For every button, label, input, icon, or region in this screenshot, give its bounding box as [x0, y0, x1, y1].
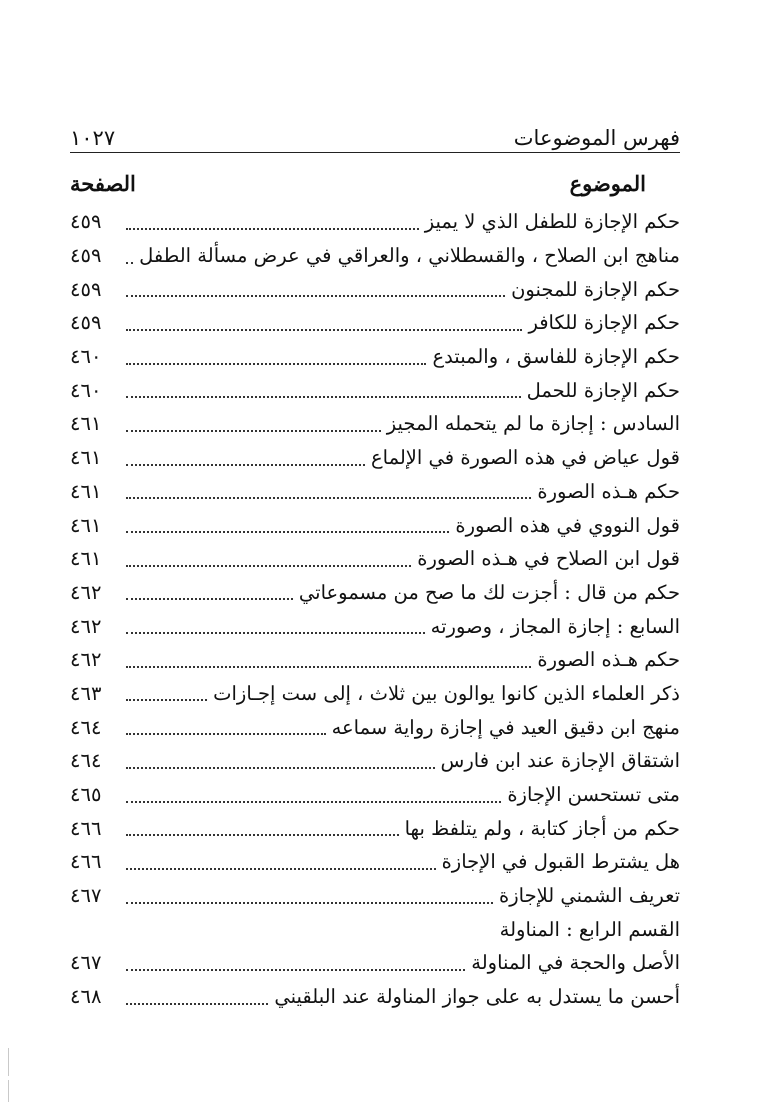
index-entry: [70, 677, 680, 711]
dot-leader: [126, 598, 293, 600]
index-entry: [70, 272, 680, 306]
entry-page-number: ٤٥٩: [70, 277, 102, 301]
entry-page-number: ٤٥٩: [70, 244, 102, 268]
index-entry: [70, 778, 680, 812]
entry-title: أحسن ما يستدل به على جواز المناولة عند البلقيني: [274, 985, 680, 1009]
entry-page-number: ٤٦١: [70, 547, 102, 571]
index-entry: [70, 576, 680, 610]
entry-page-number: ٤٦٣: [70, 681, 102, 705]
entry-title: القسم الرابع : المناولة: [499, 917, 680, 941]
entry-title: متى تستحسن الإجازة: [507, 783, 680, 807]
column-headers: [70, 166, 680, 200]
dot-leader: [126, 902, 493, 904]
index-entry: [70, 475, 680, 509]
entry-page-number: ٤٦١: [70, 412, 102, 436]
index-entry: [70, 980, 680, 1014]
entry-page-number: ٤٦٧: [70, 951, 102, 975]
entry-page-number: ٤٦٦: [70, 816, 102, 840]
dot-leader: [126, 632, 425, 634]
dot-leader: [126, 834, 399, 836]
entry-title: حكم هـذه الصورة: [537, 479, 680, 503]
dot-leader: [126, 464, 365, 466]
entry-title: حكم من قال : أجزت لك ما صح من مسموعاتي: [298, 580, 680, 604]
running-header: [70, 116, 680, 150]
index-entry: [70, 407, 680, 441]
entry-title: حكم الإجازة للطفل الذي لا يميز: [424, 210, 680, 234]
index-entry: [70, 542, 680, 576]
dot-leader: [126, 868, 436, 870]
entry-title: حكم الإجازة للمجنون: [511, 277, 680, 301]
entry-page-number: ٤٦٠: [70, 345, 102, 369]
dot-leader: [126, 666, 531, 668]
header-rule: [70, 152, 680, 153]
index-entry: [70, 205, 680, 239]
index-entry: [70, 239, 680, 273]
entry-page-number: ٤٦٨: [70, 985, 102, 1009]
entry-title: حكم هـذه الصورة: [537, 648, 680, 672]
index-entry: [70, 340, 680, 374]
entry-page-number: ٤٦٠: [70, 378, 102, 402]
index-entry: [70, 508, 680, 542]
entry-page-number: ٤٦١: [70, 479, 102, 503]
entry-title: تعريف الشمني للإجازة: [499, 884, 680, 908]
dot-leader: [126, 801, 501, 803]
entry-title: حكم الإجازة للفاسق ، والمبتدع: [432, 345, 680, 369]
entry-title: قول عياض في هذه الصورة في الإلماع: [371, 446, 680, 470]
entry-title: قول النووي في هذه الصورة: [455, 513, 680, 537]
index-entry: [70, 710, 680, 744]
page-title: فهرس الموضوعات: [513, 126, 680, 150]
entry-page-number: ٤٥٩: [70, 210, 102, 234]
entry-page-number: ٤٦٦: [70, 850, 102, 874]
index-entry: [70, 643, 680, 677]
dot-leader: [126, 329, 522, 331]
entry-page-number: ٤٦١: [70, 513, 102, 537]
entry-title: حكم الإجازة للكافر: [528, 311, 680, 335]
dot-leader: [126, 767, 435, 769]
entry-page-number: ٤٦٤: [70, 749, 102, 773]
subject-column-header: الموضوع: [569, 170, 646, 196]
entry-title: الأصل والحجة في المناولة: [471, 951, 680, 975]
entry-title: حكم من أجاز كتابة ، ولم يتلفظ بها: [404, 816, 680, 840]
dot-leader: [126, 262, 133, 264]
dot-leader: [126, 733, 326, 735]
index-entry: [70, 441, 680, 475]
dot-leader: [126, 699, 207, 701]
index-page: [70, 108, 680, 1008]
entry-page-number: ٤٦٧: [70, 884, 102, 908]
entry-page-number: ٤٦٢: [70, 648, 102, 672]
index-entry: [70, 306, 680, 340]
entry-title: هل يشترط القبول في الإجازة: [441, 850, 680, 874]
dot-leader: [126, 228, 419, 230]
entry-title: مناهج ابن الصلاح ، والقسطلاني ، والعراقي في عرض مسألة الطفل: [139, 244, 680, 268]
dot-leader: [126, 396, 521, 398]
dot-leader: [126, 295, 505, 297]
index-entry: [70, 845, 680, 879]
index-entry: [70, 609, 680, 643]
index-entry: [70, 373, 680, 407]
index-entry: [70, 744, 680, 778]
entry-page-number: ٤٦١: [70, 446, 102, 470]
page-column-header: الصفحة: [70, 170, 136, 196]
scan-edge-mark: [8, 1080, 9, 1102]
dot-leader: [126, 531, 449, 533]
entry-title: حكم الإجازة للحمل: [526, 378, 680, 402]
entry-page-number: ٤٦٤: [70, 715, 102, 739]
entry-page-number: ٤٦٥: [70, 783, 102, 807]
index-entry: [70, 879, 680, 913]
dot-leader: [126, 430, 381, 432]
dot-leader: [126, 1003, 268, 1005]
index-entry: [70, 946, 680, 980]
index-entry: [70, 811, 680, 845]
entry-title: السابع : إجازة المجاز ، وصورته: [430, 614, 680, 638]
dot-leader: [126, 497, 531, 499]
entry-page-number: ٤٦٢: [70, 614, 102, 638]
page-number: ١٠٢٧: [70, 126, 116, 150]
entry-page-number: ٤٦٢: [70, 580, 102, 604]
scan-edge-mark: [8, 1048, 9, 1076]
entry-title: منهج ابن دقيق العيد في إجازة رواية سماعه: [331, 715, 680, 739]
dot-leader: [126, 363, 426, 365]
index-entry: [70, 912, 680, 946]
dot-leader: [126, 565, 411, 567]
index-entries: [70, 205, 680, 1014]
entry-page-number: ٤٥٩: [70, 311, 102, 335]
entry-title: السادس : إجازة ما لم يتحمله المجيز: [386, 412, 680, 436]
entry-title: ذكر العلماء الذين كانوا يوالون بين ثلاث ، إلى ست إجـازات: [213, 681, 680, 705]
entry-title: اشتقاق الإجازة عند ابن فارس: [440, 749, 680, 773]
dot-leader: [126, 969, 465, 971]
entry-title: قول ابن الصلاح في هـذه الصورة: [417, 547, 680, 571]
